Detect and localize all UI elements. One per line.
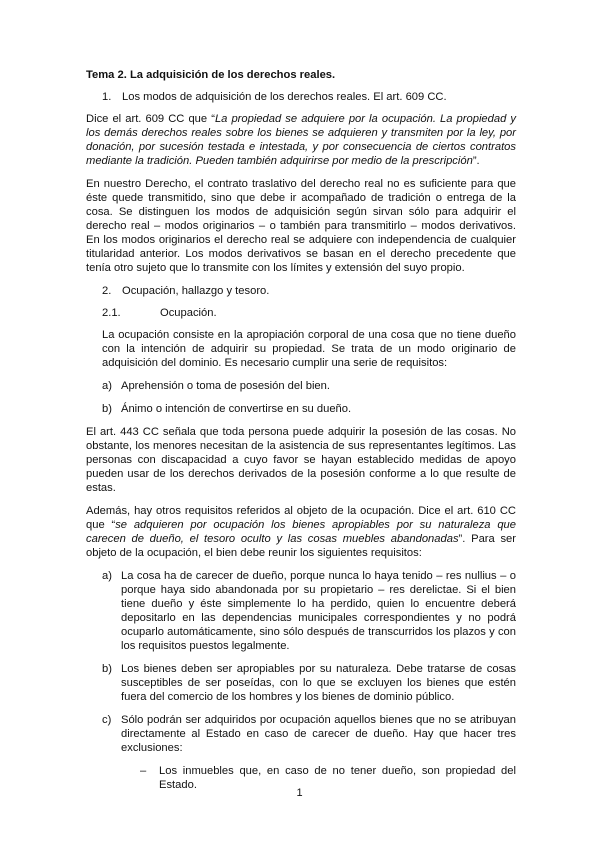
- list-marker: b): [102, 663, 112, 675]
- page-content: [86, 68, 516, 801]
- paragraph-art-609: [86, 112, 516, 168]
- section-title: Ocupación, hallazgo y tesoro.: [122, 285, 270, 297]
- section-heading-2: [86, 284, 516, 298]
- list-text: Ánimo o intención de convertirse en su dueño.: [121, 403, 352, 415]
- list-item: [102, 662, 516, 704]
- section-title: Los modos de adquisición de los derechos reales. El art. 609 CC.: [122, 91, 447, 103]
- page-number: 1: [296, 787, 303, 799]
- dash-marker: –: [140, 765, 147, 777]
- quote-art-609: La propiedad se adquiere por la ocupación. La propiedad y los demás derechos reales sobre los bienes se adquieren y transmiten por la ley, por donación, por sucesión testada e intestada, y por consecuencia de ciertos contratos mediante la tradición. Pueden también adquirirse por medio de la prescripción: [86, 113, 516, 167]
- subsection-title: Ocupación.: [160, 307, 217, 319]
- paragraph-lead: Dice el art. 609 CC que “: [86, 113, 215, 125]
- subsection-number: 2.1.: [102, 307, 121, 319]
- section-heading-1: [86, 90, 516, 104]
- list-marker: c): [102, 714, 112, 726]
- list-text: Aprehensión o toma de posesión del bien.: [121, 380, 330, 392]
- list-marker: a): [102, 570, 112, 582]
- subsection-heading-2-1: [86, 306, 516, 320]
- list-text: Sólo podrán ser adquiridos por ocupación aquellos bienes que no se atribuyan directamente al Estado en caso de carecer de dueño. Hay que hacer tres exclusiones:: [121, 714, 516, 754]
- quote-art-610: se adquieren por ocupación los bienes apropiables por su naturaleza que carecen de dueño, el tesoro oculto y las cosas muebles abandonadas: [86, 519, 516, 545]
- list-text: Los inmuebles que, en caso de no tener dueño, son propiedad del Estado.: [159, 765, 516, 791]
- list-text: La cosa ha de carecer de dueño, porque nunca lo haya tenido – res nullius – o porque haya sido abandonada por su propietario – res derelictae. Si el bien tiene dueño y éste simplemente lo ha perdido, quien lo encuentre deberá depositarlo en las dependencias municipales correspondientes y no podrá ocuparlo automáticamente, sino sólo después de transcurridos los plazos y con los requisitos puestos legalmente.: [121, 570, 516, 652]
- paragraph-ocupacion: La ocupación consiste en la apropiación corporal de una cosa que no tiene dueño con la intención de adquirir su propiedad. Se trata de un modo originario de adquisición del dominio. Es necesario cumplir una serie de requisitos:: [102, 329, 516, 369]
- list-marker: a): [102, 380, 112, 392]
- list-marker: b): [102, 403, 112, 415]
- section-number: 2.: [102, 285, 112, 297]
- list-text: Los bienes deben ser apropiables por su naturaleza. Debe tratarse de cosas susceptibles de ser poseídas, con lo que se excluyen los bienes que estén fuera del comercio de los hombres y los bienes de dominio público.: [121, 663, 516, 703]
- paragraph-art-610: [86, 504, 516, 560]
- paragraph-derecho: En nuestro Derecho, el contrato traslativo del derecho real no es suficiente para que éste quede transmitido, sino que debe ir acompañado de tradición o entrega de la cosa. Se distinguen los modos de adquisición según sirvan sólo para adquirir el derecho real – modos originarios – o también para transmitirlo – modos derivativos. En los modos originarios el derecho real se adquiere con independencia de cualquier titularidad anterior. Los modos derivativos se basan en el derecho precedente que tenía otro sujeto que lo transmite con los límites y extensión del suyo propio.: [86, 178, 516, 274]
- list-item: [102, 402, 516, 416]
- paragraph-tail: ”. Para ser objeto de la ocupación, el bien debe reunir los siguientes requisitos:: [86, 533, 516, 559]
- page-title: Tema 2. La adquisición de los derechos reales.: [86, 69, 336, 81]
- list-item: [102, 569, 516, 653]
- list-item: [102, 713, 516, 755]
- list-item: [102, 379, 516, 393]
- paragraph-lead: Además, hay otros requisitos referidos al objeto de la ocupación. Dice el art. 610 CC que “: [86, 505, 516, 531]
- paragraph-art-443: El art. 443 CC señala que toda persona puede adquirir la posesión de las cosas. No obstante, los menores necesitan de la asistencia de sus representantes legítimos. Las personas con discapacidad a cuyo favor se hayan establecido medidas de apoyo pueden usar de los derechos derivados de la posesión conforme a lo que resulte de estas.: [86, 426, 516, 494]
- section-number: 1.: [102, 91, 112, 103]
- paragraph-tail: ”.: [472, 155, 480, 167]
